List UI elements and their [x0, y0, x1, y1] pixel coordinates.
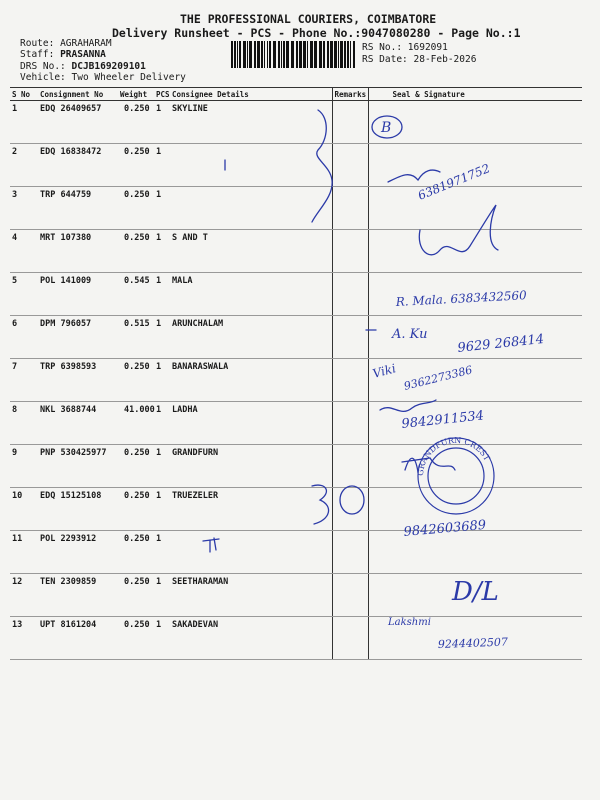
row-sno: 3	[10, 187, 38, 230]
row-consignment: MRT 107380	[38, 230, 118, 273]
row-signature	[368, 574, 582, 617]
row-pcs: 1	[154, 531, 170, 574]
handwritten-phone-6: 9244402507	[437, 635, 509, 651]
row-remarks	[332, 617, 368, 660]
table-row	[10, 445, 582, 488]
table-row	[10, 273, 582, 316]
row-consignee: SAKADEVAN	[170, 617, 332, 660]
row-signature	[368, 187, 582, 230]
barcode-bar	[281, 41, 282, 68]
row-weight: 41.000	[118, 402, 154, 445]
row-pcs: 1	[154, 144, 170, 187]
row-consignee: MALA	[170, 273, 332, 316]
header-consignment: Consignment No	[38, 88, 118, 101]
table-row	[10, 101, 582, 144]
barcode-bar	[237, 41, 238, 68]
row-signature	[368, 144, 582, 187]
row-consignment: TEN 2309859	[38, 574, 118, 617]
row-signature	[368, 273, 582, 316]
vehicle-line	[20, 72, 186, 83]
row-remarks	[332, 359, 368, 402]
row-sno: 1	[10, 101, 38, 144]
row-consignment: POL 141009	[38, 273, 118, 316]
circle-mark-label: B	[381, 120, 392, 136]
row-remarks	[332, 187, 368, 230]
row-weight: 0.250	[118, 359, 154, 402]
row-consignment: UPT 8161204	[38, 617, 118, 660]
header-remarks: Remarks	[332, 88, 368, 101]
row-pcs: 1	[154, 402, 170, 445]
company-title: THE PROFESSIONAL COURIERS, COIMBATORE	[180, 12, 437, 26]
table-row	[10, 144, 582, 187]
row-consignee: TRUEZELER	[170, 488, 332, 531]
row-signature	[368, 101, 582, 144]
row-sno: 13	[10, 617, 38, 660]
barcode-bar	[296, 41, 298, 68]
table-row	[10, 316, 582, 359]
barcode-bar	[347, 41, 349, 68]
barcode	[230, 41, 358, 68]
handwritten-mala: R. Mala. 6383432560	[395, 288, 528, 309]
row-remarks	[332, 230, 368, 273]
row-sno: 2	[10, 144, 38, 187]
rs-date-label: RS Date:	[362, 54, 408, 65]
row-consignee: S AND T	[170, 230, 332, 273]
row-weight: 0.250	[118, 230, 154, 273]
row-weight: 0.250	[118, 574, 154, 617]
drs-line	[20, 61, 146, 72]
barcode-bar	[243, 41, 246, 68]
handwritten-viki: Viki	[371, 361, 398, 381]
row-remarks	[332, 273, 368, 316]
handwritten-phone-2: 9629 268414	[456, 331, 545, 356]
table-row	[10, 531, 582, 574]
barcode-bar	[303, 41, 306, 68]
row-signature	[368, 488, 582, 531]
barcode-bar	[239, 41, 241, 68]
row-consignee: LADHA	[170, 402, 332, 445]
barcode-bar	[231, 41, 233, 68]
row-sno: 7	[10, 359, 38, 402]
row-pcs: 1	[154, 617, 170, 660]
handwritten-phone-4: 9842911534	[400, 408, 485, 432]
runsheet-table	[10, 87, 582, 660]
table-row	[10, 574, 582, 617]
row-consignment: PNP 530425977	[38, 445, 118, 488]
row-weight: 0.250	[118, 488, 154, 531]
row-weight: 0.250	[118, 187, 154, 230]
barcode-bar	[314, 41, 317, 68]
table-header-row	[10, 88, 582, 101]
row-sno: 10	[10, 488, 38, 531]
vehicle-value: Two Wheeler Delivery	[71, 72, 186, 83]
row-consignment: POL 2293912	[38, 531, 118, 574]
route-label: Route:	[20, 38, 55, 49]
row-remarks	[332, 531, 368, 574]
row-consignment: EDQ 26409657	[38, 101, 118, 144]
barcode-bar	[319, 41, 322, 68]
handwritten-aku: A. Ku	[392, 327, 428, 342]
row-pcs: 1	[154, 574, 170, 617]
row-sno: 6	[10, 316, 38, 359]
drs-label: DRS No.:	[20, 61, 66, 72]
row-pcs: 1	[154, 316, 170, 359]
rs-no-label: RS No.:	[362, 42, 403, 53]
route-value: AGRAHARAM	[60, 38, 112, 49]
row-signature	[368, 316, 582, 359]
barcode-bar	[247, 41, 248, 68]
row-signature	[368, 531, 582, 574]
header-weight: Weight	[118, 88, 154, 101]
row-remarks	[332, 574, 368, 617]
row-pcs: 1	[154, 230, 170, 273]
route-line	[20, 38, 112, 49]
handwritten-dl: D/L	[452, 577, 499, 607]
row-remarks	[332, 402, 368, 445]
row-consignment: TRP 6398593	[38, 359, 118, 402]
staff-label: Staff:	[20, 49, 55, 60]
handwritten-phone-1: 6381971752	[415, 161, 492, 203]
row-pcs: 1	[154, 488, 170, 531]
barcode-bar	[323, 41, 325, 68]
row-consignment: EDQ 16838472	[38, 144, 118, 187]
row-remarks	[332, 488, 368, 531]
barcode-bar	[299, 41, 302, 68]
row-weight: 0.250	[118, 531, 154, 574]
row-consignment: TRP 644759	[38, 187, 118, 230]
barcode-bar	[344, 41, 346, 68]
row-consignment: DPM 796057	[38, 316, 118, 359]
barcode-bar	[264, 41, 265, 68]
row-consignee	[170, 187, 332, 230]
row-pcs: 1	[154, 187, 170, 230]
table-row	[10, 617, 582, 660]
row-sno: 5	[10, 273, 38, 316]
row-weight: 0.250	[118, 445, 154, 488]
barcode-bar	[310, 41, 313, 68]
barcode-bar	[353, 41, 355, 68]
row-pcs: 1	[154, 359, 170, 402]
header-consignee: Consignee Details	[170, 88, 332, 101]
handwritten-lakshmi: Lakshmi	[388, 617, 431, 628]
barcode-bar	[330, 41, 333, 68]
drs-value: DCJB169209101	[71, 61, 146, 72]
row-signature	[368, 230, 582, 273]
row-pcs: 1	[154, 445, 170, 488]
row-signature	[368, 617, 582, 660]
handwritten-phone-3: 9362273386	[402, 363, 474, 393]
barcode-bar	[340, 41, 343, 68]
row-consignee: BANARASWALA	[170, 359, 332, 402]
row-signature	[368, 359, 582, 402]
header-signature: Seal & Signature	[368, 88, 582, 101]
row-weight: 0.515	[118, 316, 154, 359]
barcode-bar	[327, 41, 329, 68]
row-sno: 9	[10, 445, 38, 488]
staff-line	[20, 49, 106, 60]
barcode-bar	[273, 41, 276, 68]
row-sno: 8	[10, 402, 38, 445]
rs-date-line	[362, 54, 476, 65]
vehicle-label: Vehicle:	[20, 72, 66, 83]
row-remarks	[332, 316, 368, 359]
row-weight: 0.250	[118, 617, 154, 660]
barcode-bar	[307, 41, 308, 68]
row-consignee: GRANDFURN	[170, 445, 332, 488]
barcode-bar	[283, 41, 285, 68]
barcode-bar	[257, 41, 260, 68]
barcode-bar	[350, 41, 351, 68]
row-weight: 0.545	[118, 273, 154, 316]
handwritten-phone-5: 9842603689	[403, 517, 487, 540]
row-pcs: 1	[154, 273, 170, 316]
row-weight: 0.250	[118, 101, 154, 144]
row-consignee	[170, 531, 332, 574]
rs-date-value: 28-Feb-2026	[413, 54, 477, 65]
row-consignment: EDQ 15125108	[38, 488, 118, 531]
rs-no-value: 1692091	[407, 42, 448, 53]
row-pcs: 1	[154, 101, 170, 144]
row-weight: 0.250	[118, 144, 154, 187]
barcode-bar	[254, 41, 256, 68]
barcode-bar	[269, 41, 271, 68]
row-consignee: SEETHARAMAN	[170, 574, 332, 617]
row-sno: 4	[10, 230, 38, 273]
staff-value: PRASANNA	[60, 49, 106, 60]
row-consignee: SKYLINE	[170, 101, 332, 144]
row-consignment: NKL 3688744	[38, 402, 118, 445]
header-pcs: PCS	[156, 89, 170, 99]
table-row	[10, 359, 582, 402]
row-sno: 12	[10, 574, 38, 617]
barcode-bar	[261, 41, 263, 68]
barcode-bar	[278, 41, 280, 68]
row-remarks	[332, 101, 368, 144]
table-row	[10, 230, 582, 273]
barcode-bar	[291, 41, 294, 68]
table-row	[10, 488, 582, 531]
barcode-bar	[249, 41, 252, 68]
table-row	[10, 187, 582, 230]
row-consignee	[170, 144, 332, 187]
row-consignee: ARUNCHALAM	[170, 316, 332, 359]
row-remarks	[332, 445, 368, 488]
row-signature	[368, 402, 582, 445]
row-sno: 11	[10, 531, 38, 574]
header-sno: S No	[10, 88, 38, 101]
rs-no-line	[362, 42, 448, 53]
barcode-bar	[286, 41, 289, 68]
runsheet-title: Delivery Runsheet - PCS - Phone No.:9047080280 - Page No.:1	[112, 26, 521, 40]
row-signature	[368, 445, 582, 488]
stamp-text: GRANDFURN CREST	[415, 435, 492, 477]
barcode-bar	[267, 41, 268, 68]
table-row	[10, 402, 582, 445]
barcode-bar	[338, 41, 339, 68]
barcode-bar	[234, 41, 236, 68]
barcode-bar	[334, 41, 337, 68]
row-remarks	[332, 144, 368, 187]
